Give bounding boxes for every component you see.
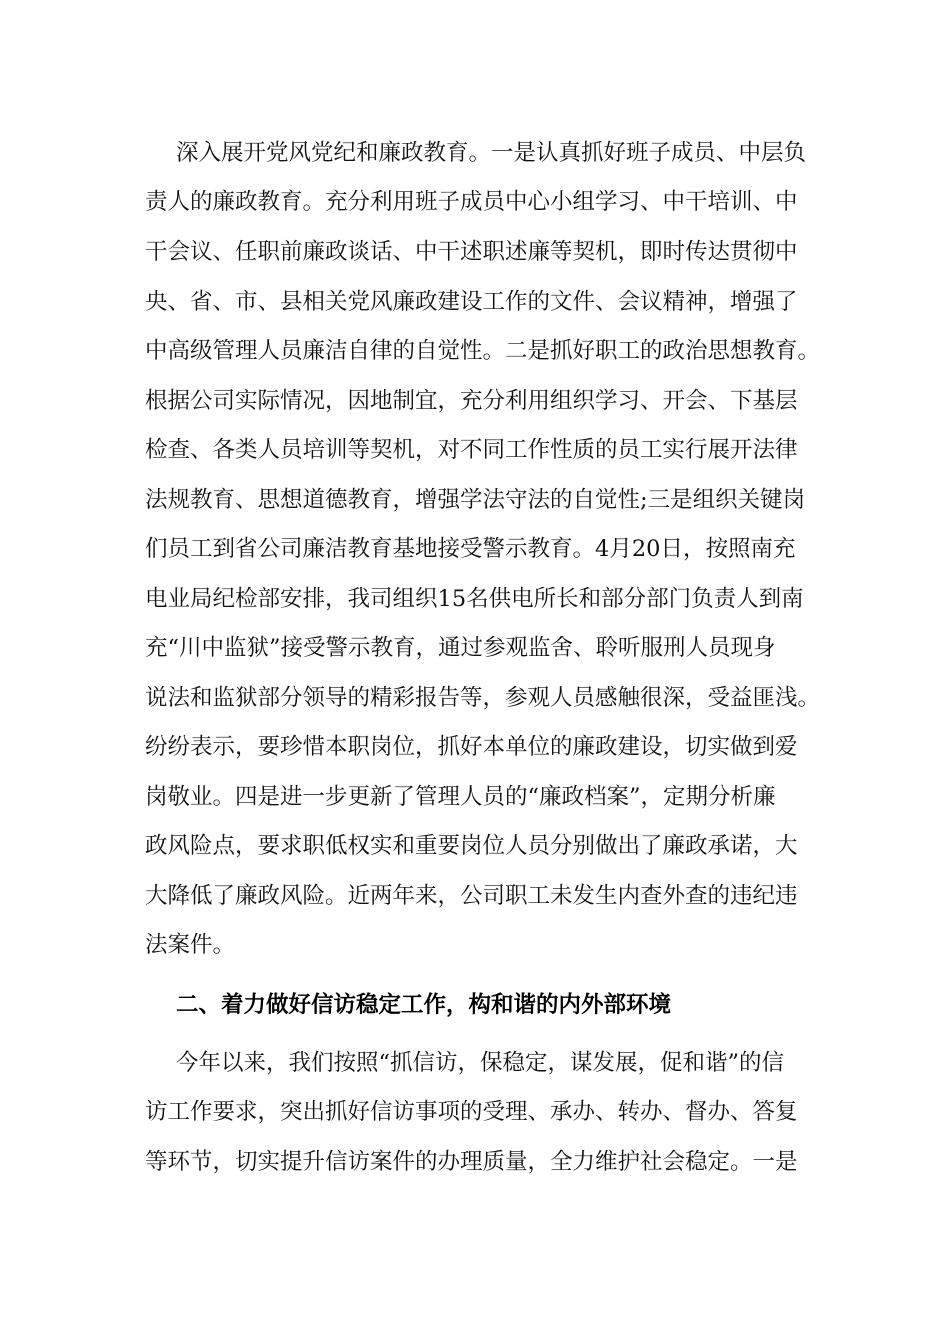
paragraph-1-line-11: 充“川中监狱”接受警示教育，通过参观监舍、聆听服刑人员现身 — [145, 635, 776, 661]
paragraph-1-line-2: 责人的廉政教育。充分利用班子成员中心小组学习、中干培训、中 — [145, 189, 798, 215]
paragraph-1-line-9: 们员工到省公司廉洁教育基地接受警示教育。4月20日，按照南充 — [145, 536, 796, 562]
paragraph-1-line-7: 检查、各类人员培训等契机，对不同工作性质的员工实行展开法律 — [145, 437, 798, 463]
paragraph-1-line-10: 电业局纪检部安排，我司组织15名供电所长和部分部门负责人到南 — [145, 586, 804, 612]
paragraph-1-line-15: 政风险点，要求职低权实和重要岗位人员分别做出了廉政承诺，大 — [145, 833, 798, 859]
paragraph-2-line-3: 等环节，切实提升信访案件的办理质量，全力维护社会稳定。一是 — [145, 1149, 798, 1175]
paragraph-1-line-1: 深入展开党风党纪和廉政教育。一是认真抓好班子成员、中层负 — [176, 140, 807, 166]
paragraph-1-line-17: 法案件。 — [145, 932, 236, 958]
section-heading-2: 二、着力做好信访稳定工作，构和谐的内外部环境 — [176, 992, 672, 1018]
paragraph-2-line-2: 访工作要求，突出抓好信访事项的受理、承办、转办、督办、答复 — [145, 1099, 798, 1125]
paragraph-2-line-1: 今年以来，我们按照“抓信访，保稳定，谋发展，促和谐”的信 — [176, 1050, 785, 1076]
paragraph-1-line-12: 说法和监狱部分领导的精彩报告等，参观人员感触很深，受益匪浅。 — [145, 685, 821, 711]
paragraph-1-line-4: 央、省、市、县相关党风廉政建设工作的文件、会议精神，增强了 — [145, 289, 798, 315]
paragraph-1-line-3: 干会议、任职前廉政谈话、中干述职述廉等契机，即时传达贯彻中 — [145, 239, 798, 265]
paragraph-1-line-5: 中高级管理人员廉洁自律的自觉性。二是抓好职工的政治思想教育。 — [145, 338, 821, 364]
paragraph-1-line-14: 岗敬业。四是进一步更新了管理人员的“廉政档案”，定期分析廉 — [145, 784, 776, 810]
paragraph-1-line-13: 纷纷表示，要珍惜本职岗位，抓好本单位的廉政建设，切实做到爱 — [145, 734, 798, 760]
paragraph-1-line-16: 大降低了廉政风险。近两年来，公司职工未发生内查外查的违纪违 — [145, 883, 798, 909]
paragraph-1-line-6: 根据公司实际情况，因地制宜，充分利用组织学习、开会、下基层 — [145, 388, 798, 414]
paragraph-1-line-8: 法规教育、思想道德教育，增强学法守法的自觉性;三是组织关键岗 — [145, 487, 806, 513]
